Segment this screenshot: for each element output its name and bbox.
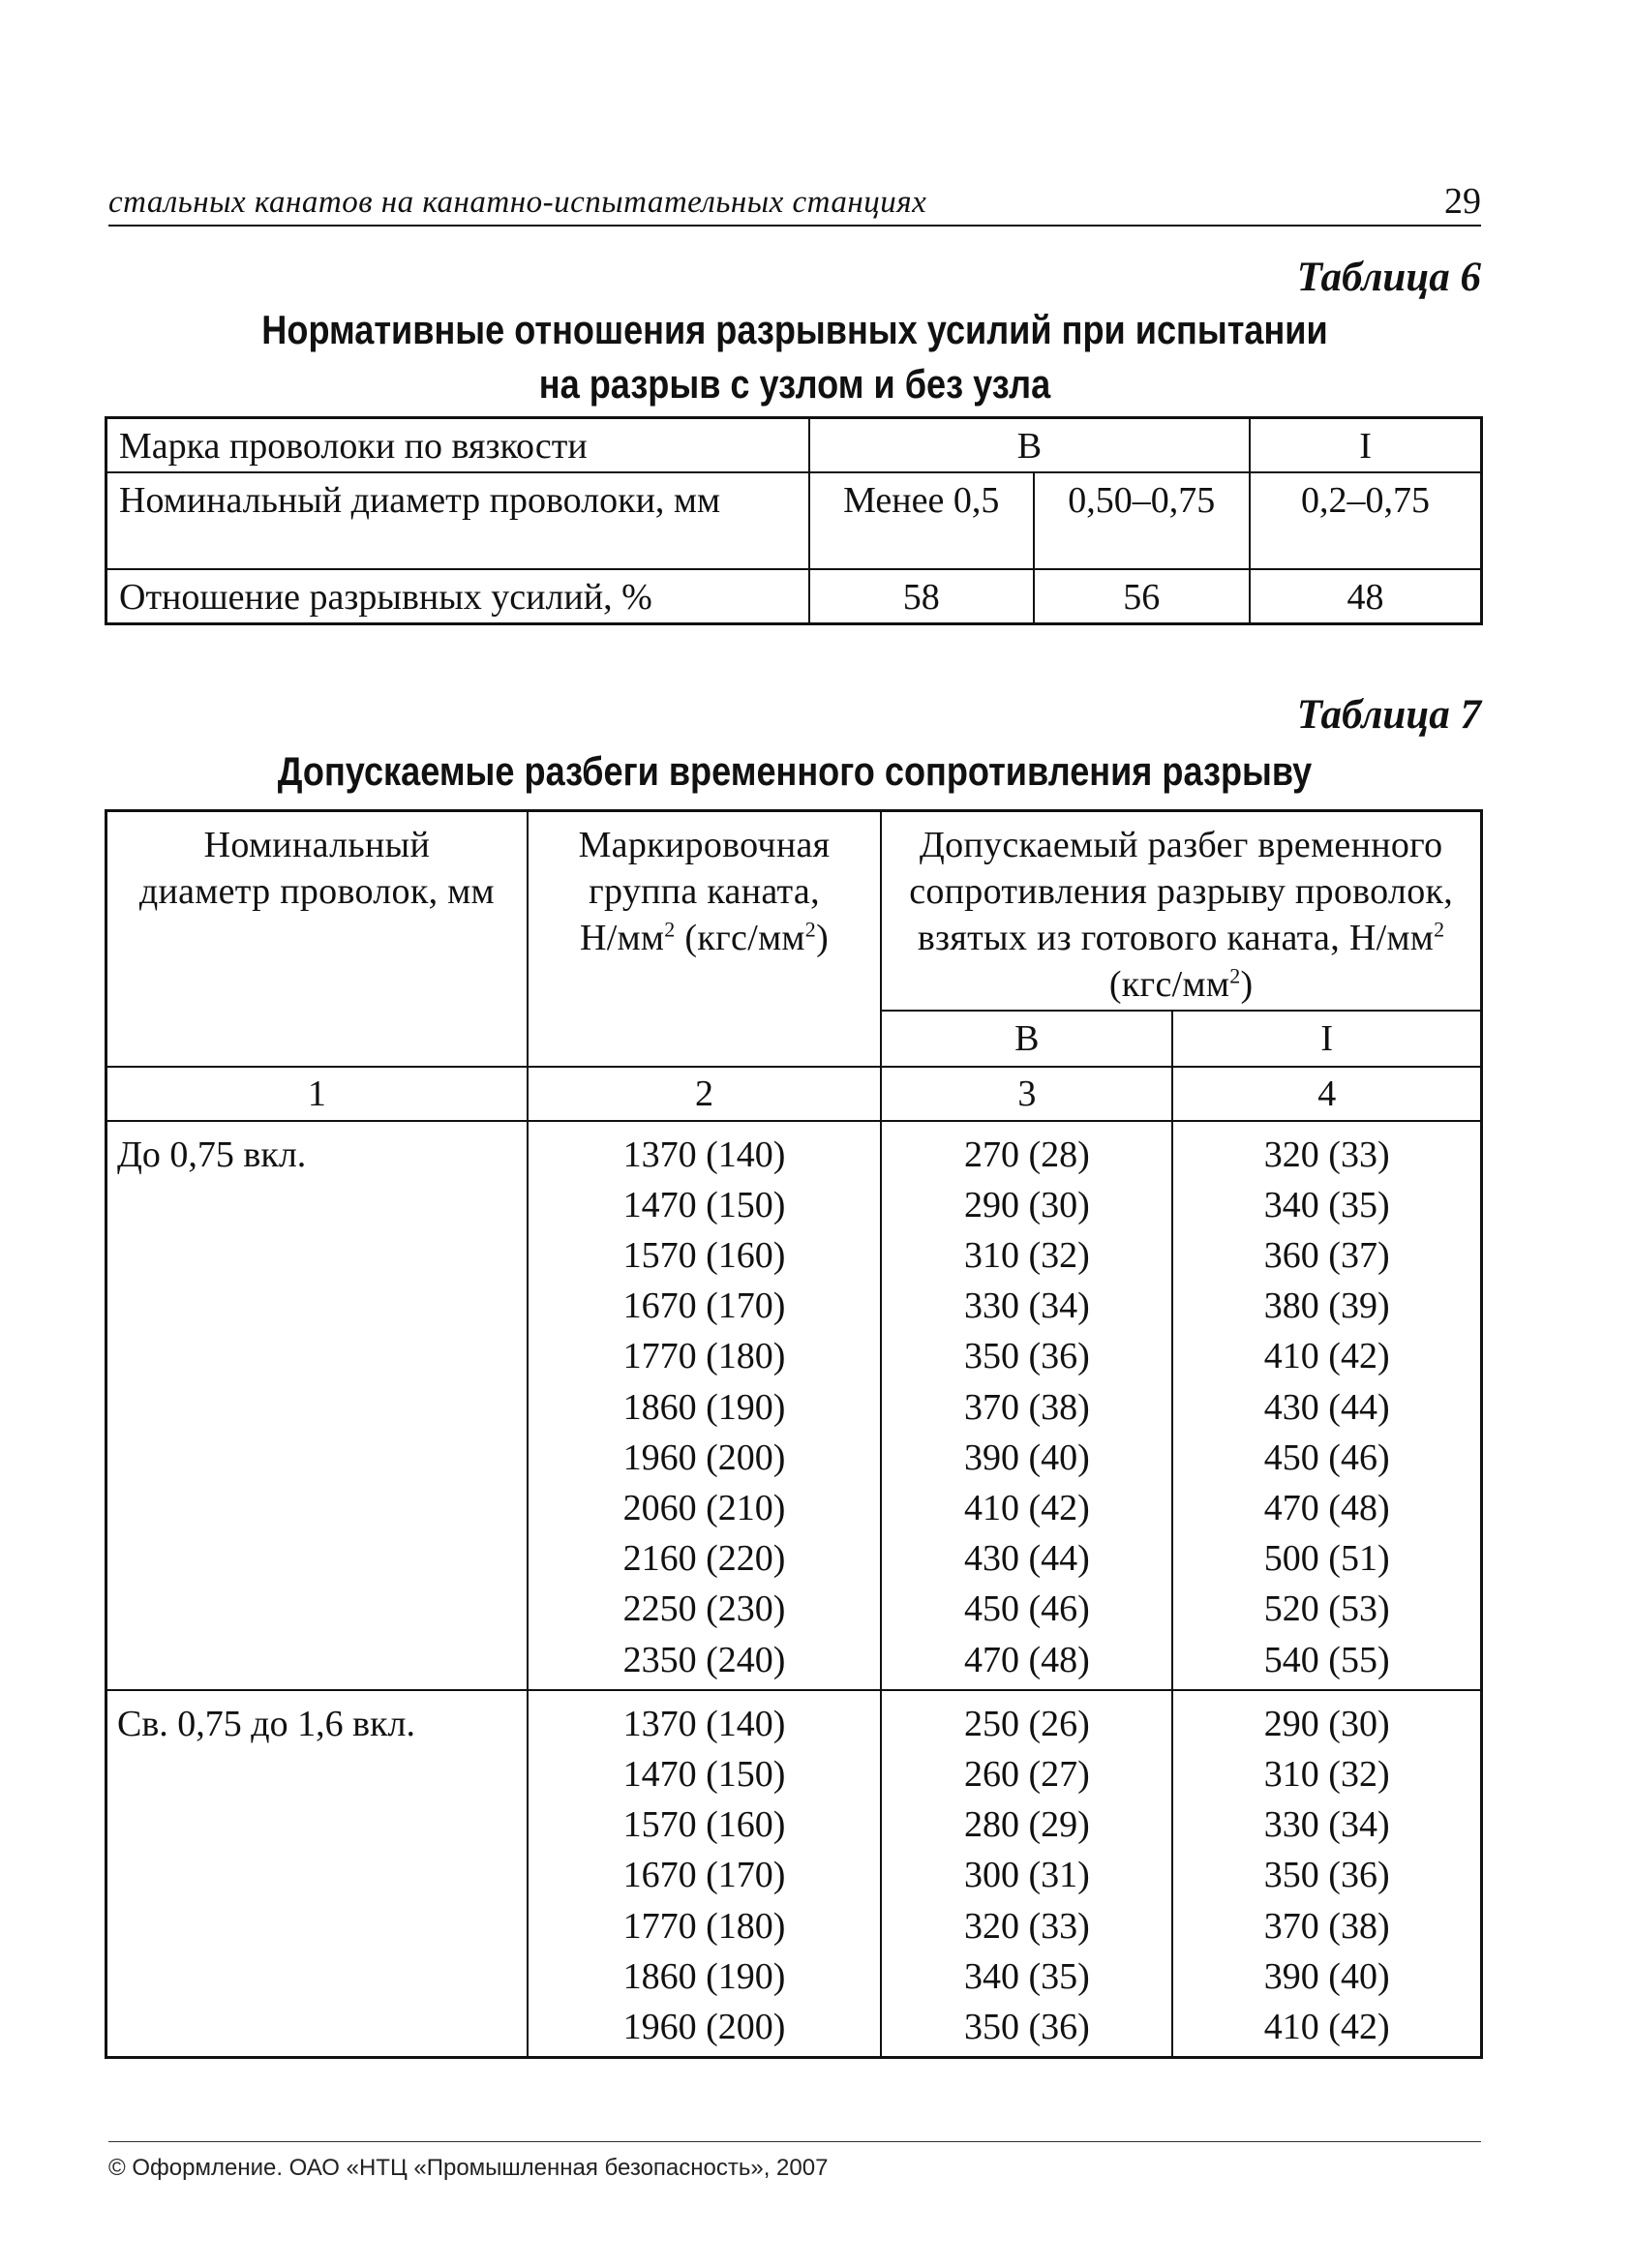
- table7-value: 520 (53): [1263, 1588, 1390, 1630]
- table7-value: 300 (31): [963, 1855, 1090, 1896]
- table7-value: 270 (28): [963, 1134, 1090, 1175]
- table7-column-numbers-row: [106, 1067, 1482, 1121]
- table7-value: 410 (42): [963, 1487, 1090, 1528]
- table7-value: 2160 (220): [622, 1538, 786, 1580]
- table7-value: 1670 (170): [622, 1855, 786, 1896]
- table6-row: [106, 418, 1482, 473]
- table7-i-values: [1172, 1690, 1481, 2058]
- table7-label: Таблица 7: [1296, 692, 1481, 738]
- table7-header-marking-units: $Н/мм^2$ $(кгс/мм^2)$: [579, 917, 830, 958]
- running-header: [108, 182, 1481, 227]
- table7-value: 1860 (190): [622, 1955, 786, 1997]
- table6-row-label: Марка проволоки по вязкости: [106, 418, 809, 473]
- table7-value: 320 (33): [963, 1905, 1090, 1947]
- page-number: 29: [1444, 181, 1481, 222]
- table7-value: 310 (32): [963, 1234, 1090, 1276]
- table7-value: 450 (46): [963, 1588, 1090, 1630]
- table7-value: 2250 (230): [622, 1588, 786, 1630]
- table7-value: 390 (40): [1263, 1955, 1390, 1997]
- footer-rule: [108, 2141, 1481, 2142]
- table7-title: Допускаемые разбеги временного сопротивления разрыву: [277, 748, 1313, 794]
- table7-header-row: [106, 811, 1482, 1011]
- table7-group-row: [106, 1121, 1482, 1690]
- table6-cell: В: [809, 418, 1250, 473]
- table7-value: 1370 (140): [622, 1134, 786, 1175]
- table7-value: 1570 (160): [622, 1234, 786, 1276]
- table7-value: 370 (38): [1263, 1905, 1390, 1947]
- table7-value: 350 (36): [1263, 1855, 1390, 1896]
- table7-value: 250 (26): [963, 1703, 1090, 1744]
- table6-label: Таблица 6: [1296, 255, 1481, 300]
- table7-value: 1570 (160): [622, 1804, 786, 1846]
- table7-value: 350 (36): [963, 2006, 1090, 2047]
- table7-marking-values: [528, 1121, 882, 1690]
- table7-value: 340 (35): [963, 1955, 1090, 1997]
- table7-header-marking: [528, 811, 882, 1067]
- table7-value: 350 (36): [963, 1336, 1090, 1377]
- table7-value: 1960 (200): [622, 2006, 786, 2047]
- table7-b-values: [881, 1121, 1172, 1690]
- table7-value: 1470 (150): [622, 1753, 786, 1795]
- table7-header-marking-text: Маркировочная группа каната,: [578, 825, 831, 912]
- table7-diameter: До 0,75 вкл.: [106, 1121, 528, 1690]
- table6-cell: I: [1250, 418, 1481, 473]
- table7-value: 430 (44): [963, 1538, 1090, 1580]
- table7-i-values: [1172, 1121, 1481, 1690]
- table6-row: [106, 569, 1482, 624]
- table7-value: 290 (30): [1263, 1703, 1390, 1744]
- table7-value: 330 (34): [1263, 1804, 1390, 1846]
- table7-value: 500 (51): [1263, 1538, 1390, 1580]
- table7-value: 1370 (140): [622, 1703, 786, 1744]
- table7-diameter: Св. 0,75 до 1,6 вкл.: [106, 1690, 528, 2058]
- table6-title-line1: Нормативные отношения разрывных усилий при испытании: [261, 307, 1328, 352]
- table6-cell: 58: [809, 569, 1034, 624]
- table7-subheader-i: I: [1172, 1011, 1481, 1067]
- table7-value: 470 (48): [963, 1639, 1090, 1680]
- table6-cell: 48: [1250, 569, 1481, 624]
- table7-value: 1470 (150): [622, 1184, 786, 1225]
- table7-group-row: [106, 1690, 1482, 2058]
- table7-value: 340 (35): [1263, 1184, 1390, 1225]
- table7-value: 260 (27): [963, 1753, 1090, 1795]
- table6-cell: 0,50–0,75: [1034, 472, 1251, 569]
- table6-cell: 0,2–0,75: [1250, 472, 1481, 569]
- table7-column-number: 4: [1172, 1067, 1481, 1121]
- table7-value: 2350 (240): [622, 1639, 786, 1680]
- table7-marking-values: [528, 1690, 882, 2058]
- table7: [105, 809, 1483, 2059]
- table7-value: 370 (38): [963, 1386, 1090, 1428]
- table7-value: 430 (44): [1263, 1386, 1390, 1428]
- table7-column-number: 3: [881, 1067, 1172, 1121]
- table7-value: 1860 (190): [622, 1386, 786, 1428]
- table6-row-label: Номинальный диаметр проволоки, мм: [106, 472, 809, 569]
- table7-value: 290 (30): [963, 1184, 1090, 1225]
- table7-value: 280 (29): [963, 1804, 1090, 1846]
- table7-value: 1670 (170): [622, 1285, 786, 1327]
- table7-value: 330 (34): [963, 1285, 1090, 1327]
- table7-value: 450 (46): [1263, 1436, 1390, 1478]
- table7-value: 2060 (210): [622, 1487, 786, 1528]
- table7-subheader-b: В: [881, 1011, 1172, 1067]
- table7-value: 470 (48): [1263, 1487, 1390, 1528]
- table7-b-values: [881, 1690, 1172, 2058]
- table7-header-spread: [881, 811, 1481, 1011]
- table6-cell: Менее 0,5: [809, 472, 1034, 569]
- footer-copyright: © Оформление. ОАО «НТЦ «Промышленная безопасность», 2007: [108, 2155, 829, 2181]
- table7-value: 310 (32): [1263, 1753, 1390, 1795]
- table7-header-spread-units: $Н/мм^2$ $(кгс/мм^2)$: [1108, 917, 1445, 1005]
- table7-value: 390 (40): [963, 1436, 1090, 1478]
- table7-value: 540 (55): [1263, 1639, 1390, 1680]
- table6: [105, 416, 1483, 625]
- table6-title-line2: на разрыв с узлом и без узла: [538, 361, 1051, 407]
- table7-value: 380 (39): [1263, 1285, 1390, 1327]
- table7-value: 1770 (180): [622, 1905, 786, 1947]
- table6-row: [106, 472, 1482, 569]
- table7-header-diameter: [106, 811, 528, 1067]
- table7-value: 320 (33): [1263, 1134, 1390, 1175]
- table7-column-number: 2: [528, 1067, 882, 1121]
- table7-value: 1960 (200): [622, 1436, 786, 1478]
- running-title: стальных канатов на канатно-испытательных станциях: [108, 185, 927, 220]
- table6-cell: 56: [1034, 569, 1251, 624]
- table7-value: 1770 (180): [622, 1336, 786, 1377]
- table7-value: 410 (42): [1263, 2006, 1390, 2047]
- table7-value: 360 (37): [1263, 1234, 1390, 1276]
- table7-header-spread-text: Допускаемый разбег временного сопротивления разрыву проволок, взятых из готового каната,: [909, 825, 1454, 958]
- table7-column-number: 1: [106, 1067, 528, 1121]
- table6-row-label: Отношение разрывных усилий, %: [106, 569, 809, 624]
- table7-value: 410 (42): [1263, 1336, 1390, 1377]
- table7-header-diameter-text: Номинальный диаметр проволок, мм: [138, 825, 495, 912]
